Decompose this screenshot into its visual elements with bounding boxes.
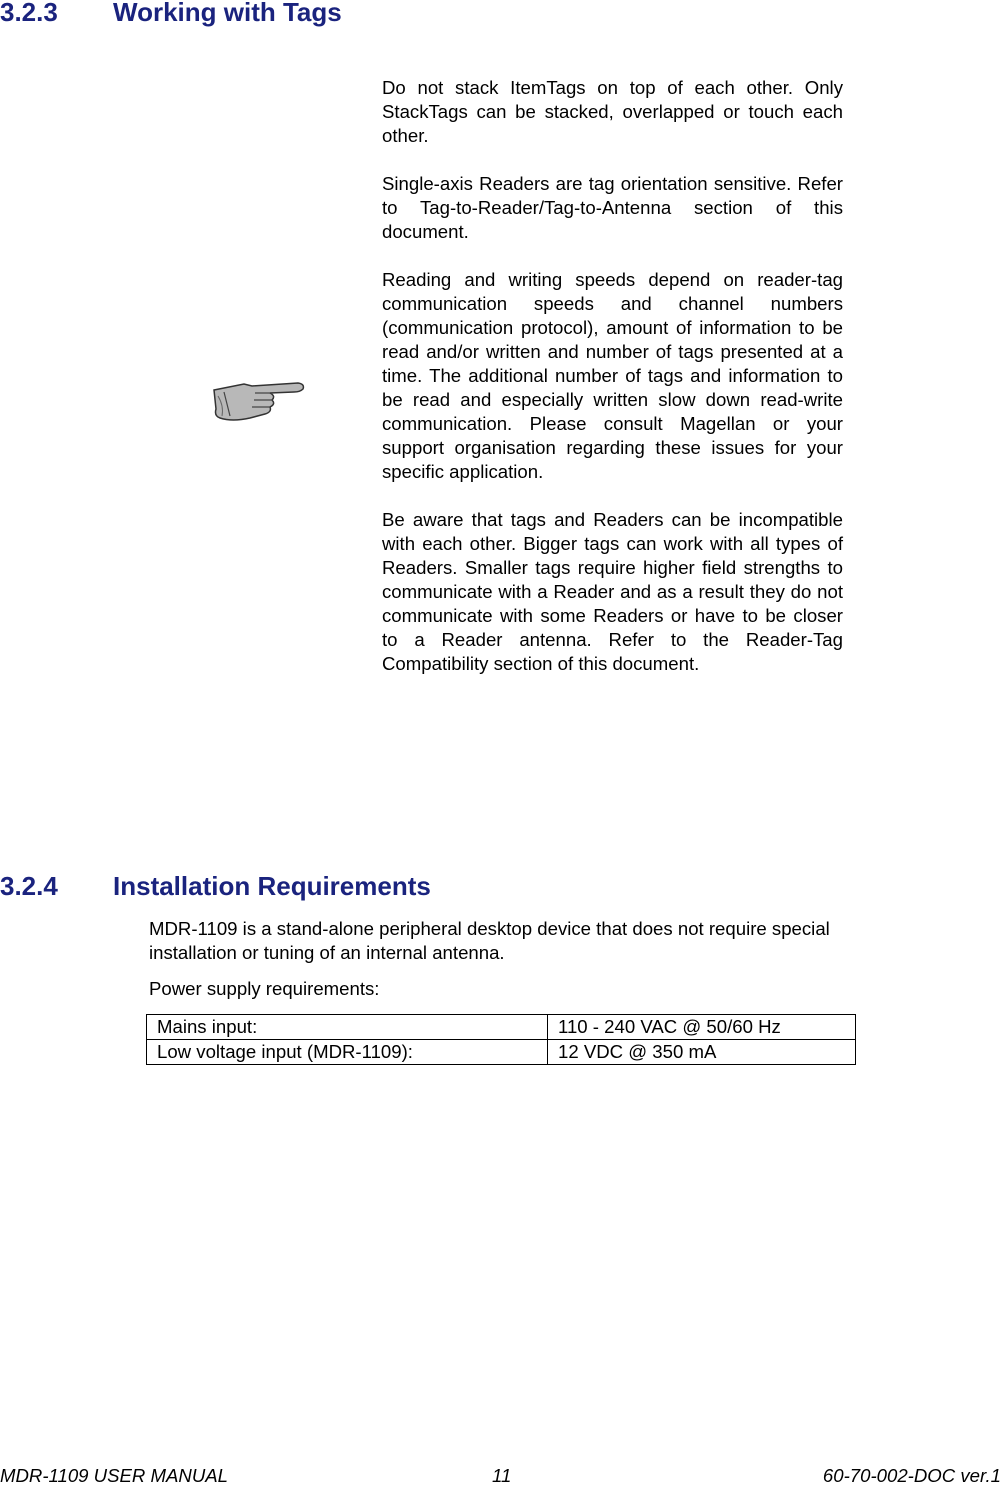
installation-intro: MDR-1109 is a stand-alone peripheral desktop device that does not require special installation or tuning of an internal antenna.: [149, 918, 830, 963]
table-cell-value: 12 VDC @ 350 mA: [548, 1040, 856, 1065]
section-title: Working with Tags: [113, 0, 342, 27]
note-paragraph: Do not stack ItemTags on top of each other. Only StackTags can be stacked, overlapped or touch each other.: [382, 77, 843, 146]
footer-doc-id: 60-70-002-DOC ver.1: [822, 1465, 1001, 1486]
table-row: [147, 1040, 856, 1065]
pointing-hand-icon: [210, 376, 306, 424]
table-cell-value: 110 - 240 VAC @ 50/60 Hz: [548, 1015, 856, 1040]
footer-page-number: 11: [492, 1465, 512, 1486]
power-label: Power supply requirements:: [149, 978, 380, 999]
note-paragraph: Be aware that tags and Readers can be incompatible with each other. Bigger tags can work with all types of Readers. Smaller tags require higher field strengths to communicate with a Reader and as a result they do not communicate with some Readers or have to be closer to a Reader antenna. Refer to the Reader-Tag Compatibility section of this document.: [382, 509, 843, 674]
installation-body: [149, 917, 855, 1013]
page-footer: [0, 1465, 1001, 1489]
note-block: [382, 76, 843, 700]
table-cell-label: Mains input:: [147, 1015, 548, 1040]
power-supply-table: [146, 1014, 856, 1065]
note-paragraph: Reading and writing speeds depend on reader-tag communication speeds and channel numbers (communication protocol), amount of information to be read and/or written and number of tags presented at a time. The additional number of tags and information to be read and especially written slow down read-write communication. Please consult Magellan or your support organisation regarding these issues for your specific application.: [382, 269, 843, 482]
section-heading-3-2-3: [0, 0, 342, 28]
section-number: 3.2.4: [0, 871, 58, 901]
section-title: Installation Requirements: [113, 871, 431, 901]
note-paragraph: Single-axis Readers are tag orientation sensitive. Refer to Tag-to-Reader/Tag-to-Antenna section of this document.: [382, 173, 843, 242]
table-cell-label: Low voltage input (MDR-1109):: [147, 1040, 548, 1065]
footer-manual-title: MDR-1109 USER MANUAL: [0, 1465, 228, 1486]
section-number: 3.2.3: [0, 0, 58, 27]
section-heading-3-2-4: [0, 871, 431, 902]
table-row: [147, 1015, 856, 1040]
